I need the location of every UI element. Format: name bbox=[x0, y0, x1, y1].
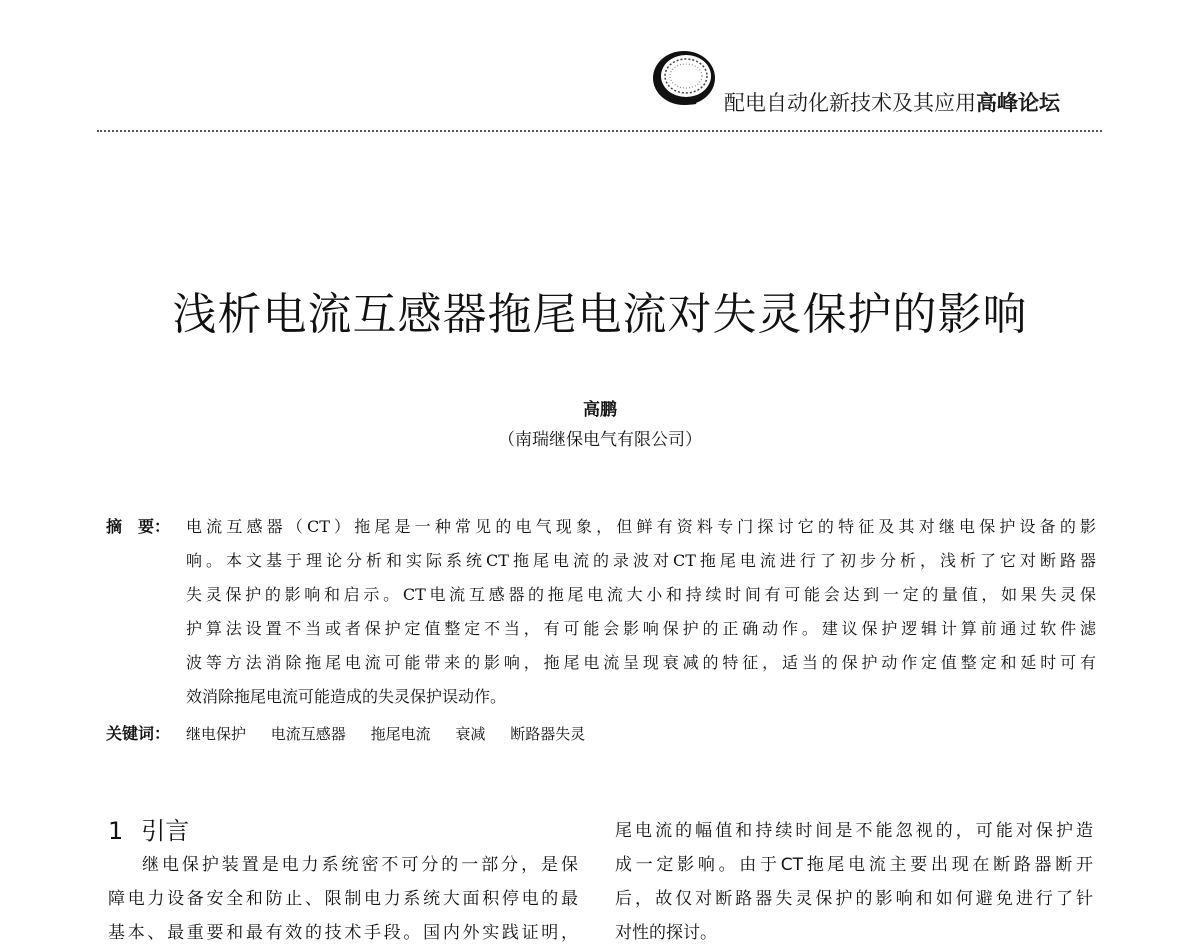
abstract-label: 摘 要： bbox=[106, 517, 171, 536]
keywords-label: 关键词： bbox=[106, 724, 171, 743]
journal-title-bold: 高峰论坛 bbox=[976, 91, 1060, 115]
journal-title-regular: 配电自动化新技术及其应用 bbox=[724, 91, 976, 115]
body-paragraph-line: 基本、最重要和最有效的技术手段。国内外实践证明， bbox=[108, 923, 578, 943]
section-title: 引言 bbox=[141, 817, 190, 845]
keyword: 电流互感器 bbox=[270, 725, 346, 743]
body-paragraph-line: 后，故仅对断路器失灵保护的影响和如何避免进行了针 bbox=[615, 889, 1093, 909]
body-paragraph-line: 尾电流的幅值和持续时间是不能忽视的，可能对保护造 bbox=[615, 821, 1093, 841]
abstract-line: 响。本文基于理论分析和实际系统CT拖尾电流的录波对CT拖尾电流进行了初步分析，浅析了它对断路器 bbox=[186, 551, 1096, 570]
keywords-list bbox=[186, 719, 605, 749]
author-name: 高鹏 bbox=[583, 400, 617, 420]
abstract-line: 效消除拖尾电流可能造成的失灵保护误动作。 bbox=[186, 687, 507, 706]
body-paragraph-line: 继电保护装置是电力系统密不可分的一部分，是保 bbox=[142, 855, 578, 875]
abstract-line: 失灵保护的影响和启示。CT电流互感器的拖尾电流大小和持续时间有可能会达到一定的量值，如果失灵保 bbox=[186, 585, 1096, 604]
keyword: 拖尾电流 bbox=[370, 725, 431, 743]
author-affiliation: （南瑞继保电气有限公司） bbox=[498, 430, 702, 450]
journal-logo-icon bbox=[650, 48, 718, 108]
article-title: 浅析电流互感器拖尾电流对失灵保护的影响 bbox=[172, 289, 1028, 340]
keyword: 继电保护 bbox=[186, 725, 247, 743]
keyword: 断路器失灵 bbox=[510, 725, 586, 743]
body-paragraph-line: 对性的探讨。 bbox=[615, 923, 717, 943]
keyword: 衰减 bbox=[455, 725, 486, 743]
body-paragraph-line: 成一定影响。由于CT拖尾电流主要出现在断路器断开 bbox=[615, 855, 1093, 875]
section-heading bbox=[108, 814, 189, 848]
section-number: 1 bbox=[108, 817, 124, 845]
body-paragraph-line: 障电力设备安全和防止、限制电力系统大面积停电的最 bbox=[108, 889, 578, 909]
journal-header-title bbox=[724, 90, 1104, 116]
header-divider bbox=[97, 130, 1102, 132]
abstract-line: 波等方法消除拖尾电流可能带来的影响，拖尾电流呈现衰减的特征，适当的保护动作定值整定和延时可有 bbox=[186, 653, 1096, 672]
abstract-line: 护算法设置不当或者保护定值整定不当，有可能会影响保护的正确动作。建议保护逻辑计算前通过软件滤 bbox=[186, 619, 1096, 638]
abstract-line: 电流互感器（CT）拖尾是一种常见的电气现象，但鲜有资料专门探讨它的特征及其对继电保护设备的影 bbox=[186, 517, 1096, 536]
